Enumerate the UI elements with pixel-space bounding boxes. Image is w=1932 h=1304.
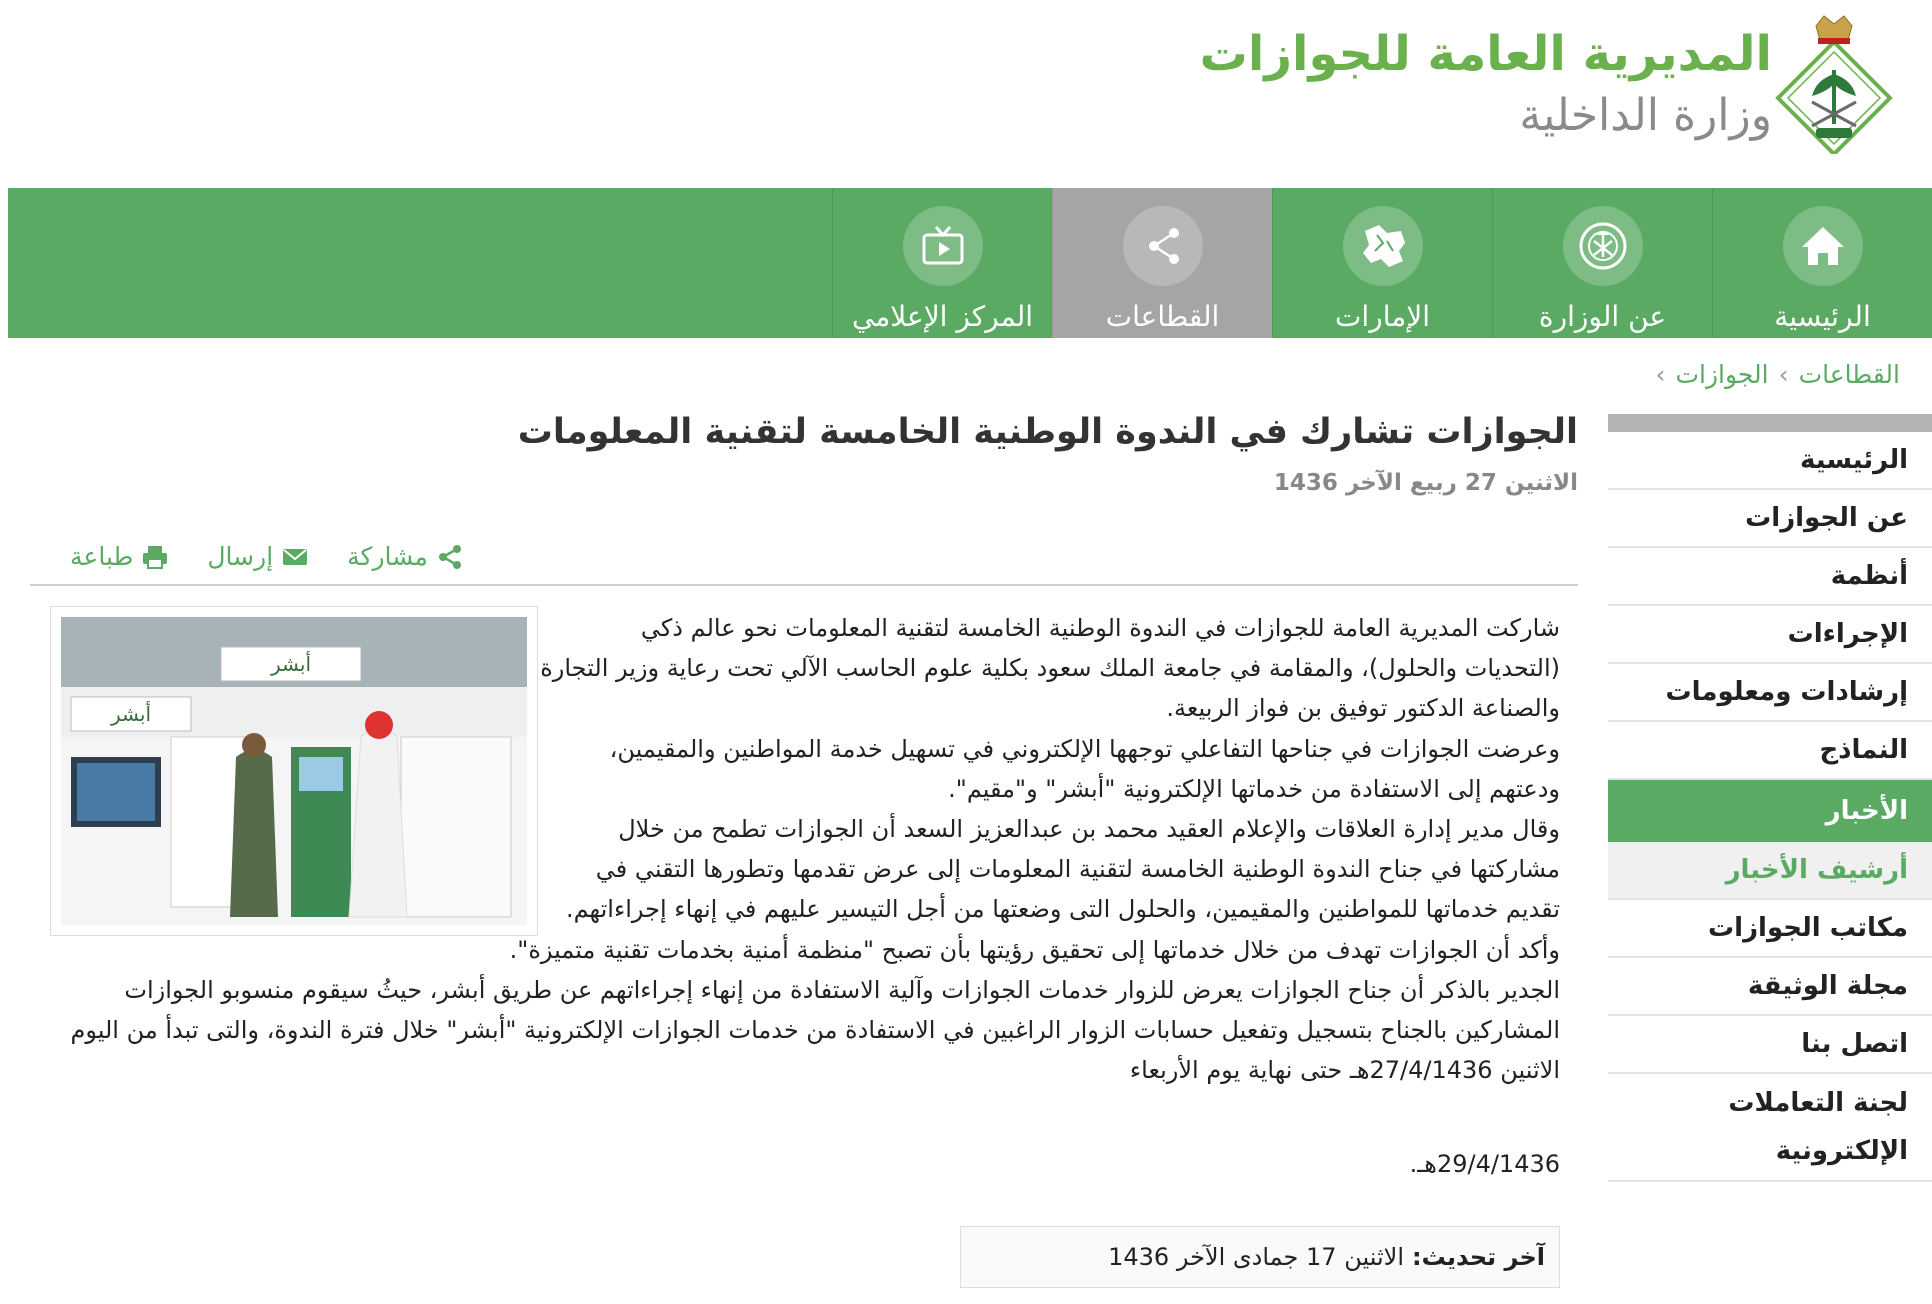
sidebar-item-offices[interactable]: مكاتب الجوازات xyxy=(1608,900,1932,958)
share-button[interactable] xyxy=(347,542,464,571)
sidebar-item-guidance[interactable]: إرشادات ومعلومات xyxy=(1608,664,1932,722)
passports-emblem-icon[interactable] xyxy=(1772,14,1896,154)
site-header xyxy=(0,0,1932,188)
sidebar-item-contact[interactable]: اتصل بنا xyxy=(1608,1016,1932,1074)
nav-label: عن الوزارة xyxy=(1538,300,1667,333)
article-paragraph: الجدير بالذكر أن جناح الجوازات يعرض للزوار خدمات الجوازات وآلية الاستفادة من إنهاء إجراءاتهم عن طريق أبشر، حيثُ سيقوم منسوبو الجوازات المشاركين بالجناح بتسجيل وتفعيل حسابات الزوار الراغبين في الاستفادة من خدمات الجوازات الإلكترونية "أبشر" خلال فترة الندوة، والتى تبدأ من اليوم الاثنين 27/4/1436هـ حتى نهاية يوم الأربعاء xyxy=(70,975,1560,1085)
chevron-left-icon: › xyxy=(1655,360,1666,389)
home-icon xyxy=(1783,206,1863,286)
article-paragraph: وأكد أن الجوازات تهدف من خلال خدماتها إلى تحقيق رؤيتها بأن تصبح "منظمة أمنية بخدمات تقنية متميزة". xyxy=(509,935,1560,964)
envelope-icon xyxy=(281,544,309,570)
article-paragraph: وقال مدير إدارة العلاقات والإعلام العقيد محمد بن عبدالعزيز السعد أن الجوازات تطمح من خلال مشاركتها في جناح الندوة الوطنية الخامسة لتقنية المعلومات إلى عرض تقدمها وتطورها التقني في تقديم خدماتها للمواطنين والمقيمين، والحلول التى وضعتها من أجل التيسير عليهم في إنهاء إجراءاتهم. xyxy=(565,815,1560,924)
map-icon xyxy=(1343,206,1423,286)
nav-item-about-ministry[interactable] xyxy=(1492,188,1712,338)
article-title: الجوازات تشارك في الندوة الوطنية الخامسة لتقنية المعلومات xyxy=(517,412,1578,452)
sidebar-item-procedures[interactable]: الإجراءات xyxy=(1608,606,1932,664)
nav-item-home[interactable] xyxy=(1712,188,1932,338)
article-body xyxy=(70,608,1560,1090)
site-subtitle: وزارة الداخلية xyxy=(1519,90,1772,141)
site-title[interactable]: المديرية العامة للجوازات xyxy=(1199,26,1772,82)
breadcrumb-item-passports[interactable]: الجوازات xyxy=(1675,360,1769,389)
photo-image xyxy=(61,617,527,925)
article-photo[interactable] xyxy=(50,606,538,936)
sidebar-item-news-archive[interactable]: أرشيف الأخبار xyxy=(1608,842,1932,900)
article xyxy=(30,412,1578,1271)
send-label: إرسال xyxy=(207,542,274,571)
article-paragraph: شاركت المديرية العامة للجوازات في الندوة الوطنية الخامسة لتقنية المعلومات نحو عالم ذكي (التحديات والحلول)، والمقامة في جامعة الملك سعود بكلية علوم الحاسب الآلي تحت رعاية وزير التجارة والصناعة الدكتور توفيق بن فواز الربيعة. xyxy=(540,614,1560,723)
nav-label: الإمارات xyxy=(1335,300,1430,333)
article-date: الاثنين 27 ربيع الآخر 1436 xyxy=(1273,470,1578,496)
share-nodes-icon xyxy=(1123,206,1203,286)
sidebar-item-home[interactable]: الرئيسية xyxy=(1608,432,1932,490)
print-button[interactable] xyxy=(70,542,169,571)
svg-text:أبشر: أبشر xyxy=(111,702,151,726)
last-updated-value: الاثنين 17 جمادى الآخر 1436 xyxy=(1108,1243,1404,1271)
nav-label: القطاعات xyxy=(1105,300,1220,333)
svg-text:أبشر: أبشر xyxy=(271,652,311,676)
nav-item-sectors[interactable] xyxy=(1052,188,1272,338)
share-label: مشاركة xyxy=(347,542,428,571)
share-icon xyxy=(436,544,464,570)
sidebar-item-e-committee[interactable]: لجنة التعاملات الإلكترونية xyxy=(1608,1074,1932,1182)
last-updated-label: آخر تحديث: xyxy=(1412,1243,1545,1271)
print-label: طباعة xyxy=(70,542,134,571)
breadcrumb-item-sectors[interactable]: القطاعات xyxy=(1798,360,1900,389)
sidebar-item-forms[interactable]: النماذج xyxy=(1608,722,1932,780)
sidebar xyxy=(1608,414,1932,1182)
ministry-emblem-icon xyxy=(1563,206,1643,286)
nav-item-media-center[interactable] xyxy=(832,188,1052,338)
article-divider xyxy=(30,584,1578,586)
sidebar-item-magazine[interactable]: مجلة الوثيقة xyxy=(1608,958,1932,1016)
main-nav xyxy=(8,188,1932,338)
sidebar-top-bar xyxy=(1608,414,1932,432)
breadcrumb xyxy=(1645,360,1900,389)
sidebar-item-news[interactable]: الأخبار xyxy=(1608,780,1932,842)
nav-label: الرئيسية xyxy=(1774,300,1871,333)
article-signature-date: 29/4/1436هـ. xyxy=(1409,1150,1560,1178)
send-button[interactable] xyxy=(207,542,309,571)
tv-play-icon xyxy=(903,206,983,286)
sidebar-item-about[interactable]: عن الجوازات xyxy=(1608,490,1932,548)
print-icon xyxy=(141,544,169,570)
nav-item-regions[interactable] xyxy=(1272,188,1492,338)
last-updated-box xyxy=(960,1226,1560,1288)
nav-label: المركز الإعلامي xyxy=(851,300,1034,333)
article-paragraph: وعرضت الجوازات في جناحها التفاعلي توجهها الإلكتروني في تسهيل خدمة المواطنين والمقيمين، ودعتهم إلى الاستفادة من خدماتها الإلكترونية "أبشر" و"مقيم". xyxy=(609,734,1560,803)
article-actions xyxy=(70,542,464,571)
sidebar-item-regulations[interactable]: أنظمة xyxy=(1608,548,1932,606)
chevron-left-icon: › xyxy=(1778,360,1789,389)
